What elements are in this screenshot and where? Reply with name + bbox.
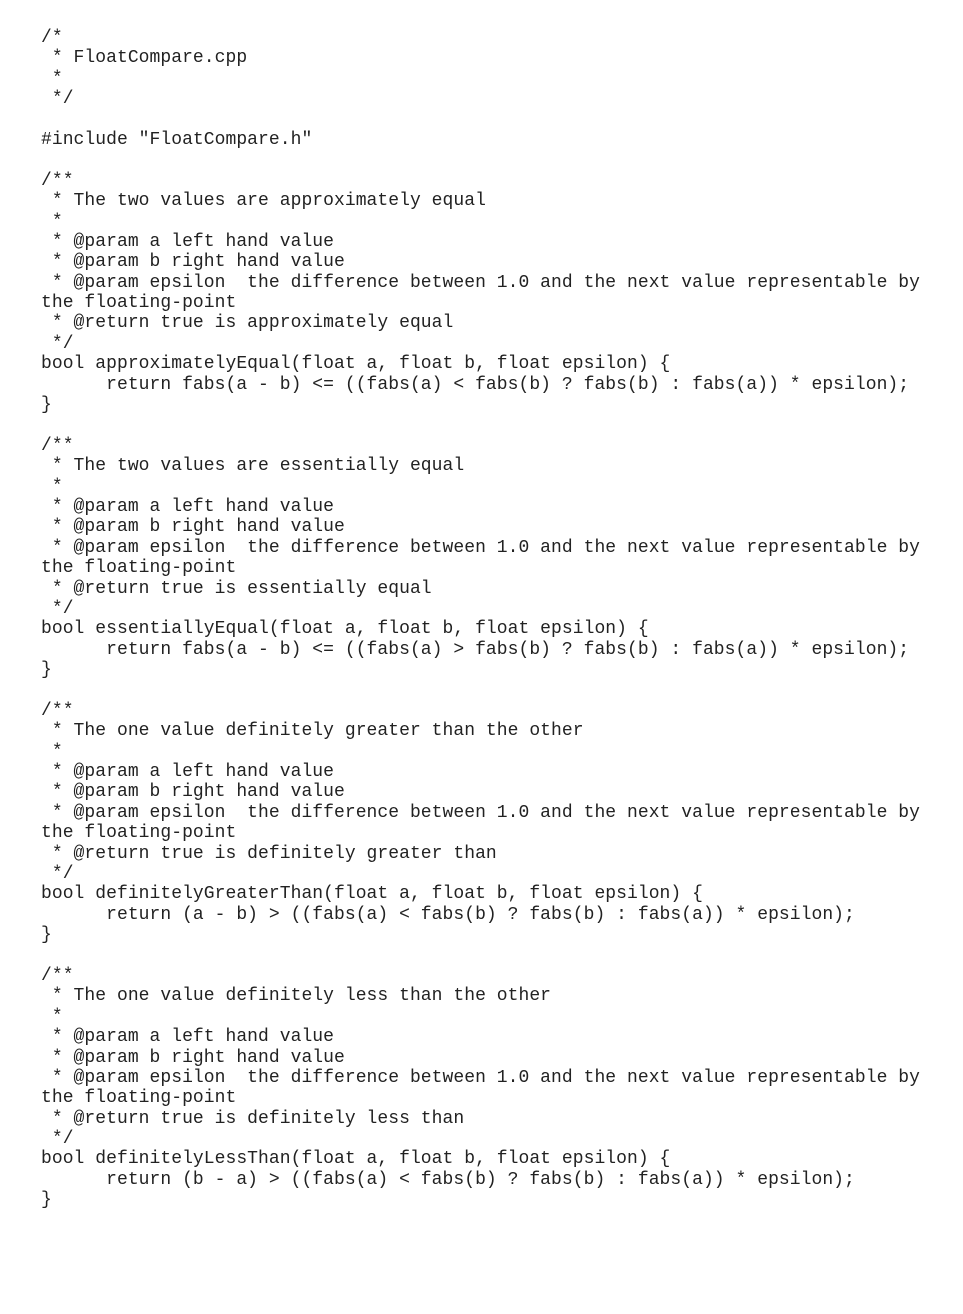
code-line: * @param b right hand value [41,252,345,273]
code-line: */ [41,864,74,885]
code-line: * @param b right hand value [41,1047,345,1068]
code-line: * FloatCompare.cpp [41,48,248,69]
code-line: * [41,741,63,762]
code-line: /** [41,435,74,456]
code-line: * @return true is definitely greater than [41,843,497,864]
code-line: * @param a left hand value [41,231,334,252]
code-line: * @param a left hand value [41,762,334,783]
code-line [41,150,963,170]
code-line: * @param epsilon the difference between 1.0 and the next value representable by [41,272,920,293]
code-line: * The two values are approximately equal [41,191,486,212]
code-line: */ [41,1129,74,1150]
code-line: * @return true is approximately equal [41,313,454,334]
code-line: * @return true is essentially equal [41,578,432,599]
code-line: return (b - a) > ((fabs(a) < fabs(b) ? fabs(b) : fabs(a)) * epsilon); [41,1169,855,1190]
code-line: * @param epsilon the difference between 1.0 and the next value representable by [41,537,920,558]
code-line: the floating-point [41,293,237,314]
code-line: /* [41,28,63,48]
code-line [41,946,963,966]
code-line: } [41,925,52,946]
code-line: the floating-point [41,558,237,579]
code-line: * The two values are essentially equal [41,456,465,477]
code-line: */ [41,89,74,110]
code-line: * [41,211,63,232]
code-line: * The one value definitely greater than the other [41,721,584,742]
code-line: bool essentiallyEqual(float a, float b, float epsilon) { [41,619,649,640]
code-line: */ [41,333,74,354]
code-line: * @param epsilon the difference between 1.0 and the next value representable by [41,1067,920,1088]
code-line: return fabs(a - b) <= ((fabs(a) > fabs(b) ? fabs(b) : fabs(a)) * epsilon); [41,639,910,660]
code-line: the floating-point [41,823,237,844]
code-line: bool approximatelyEqual(float a, float b, float epsilon) { [41,354,671,375]
code-line: return fabs(a - b) <= ((fabs(a) < fabs(b) ? fabs(b) : fabs(a)) * epsilon); [41,374,910,395]
code-line: } [41,1190,52,1211]
code-line [41,110,963,130]
code-line [41,681,963,701]
code-line: } [41,395,52,416]
code-line: * @param a left hand value [41,1027,334,1048]
code-line [41,415,963,435]
code-line: /** [41,965,74,986]
code-line: */ [41,598,74,619]
code-line: bool definitelyGreaterThan(float a, float b, float epsilon) { [41,884,703,905]
code-line: * [41,476,63,497]
code-line: * @param b right hand value [41,517,345,538]
code-line: * The one value definitely less than the other [41,986,552,1007]
code-line: * [41,1006,63,1027]
code-line: * @param b right hand value [41,782,345,803]
code-line: * @param epsilon the difference between 1.0 and the next value representable by [41,802,920,823]
code-line: * @param a left hand value [41,496,334,517]
code-line: } [41,660,52,681]
code-line: return (a - b) > ((fabs(a) < fabs(b) ? fabs(b) : fabs(a)) * epsilon); [41,904,855,925]
code-line: #include "FloatCompare.h" [41,129,313,150]
code-line: /** [41,700,74,721]
code-line: the floating-point [41,1088,237,1109]
code-line: * [41,68,63,89]
code-line: * @return true is definitely less than [41,1108,465,1129]
code-line: /** [41,170,74,191]
code-line: bool definitelyLessThan(float a, float b, float epsilon) { [41,1149,671,1170]
